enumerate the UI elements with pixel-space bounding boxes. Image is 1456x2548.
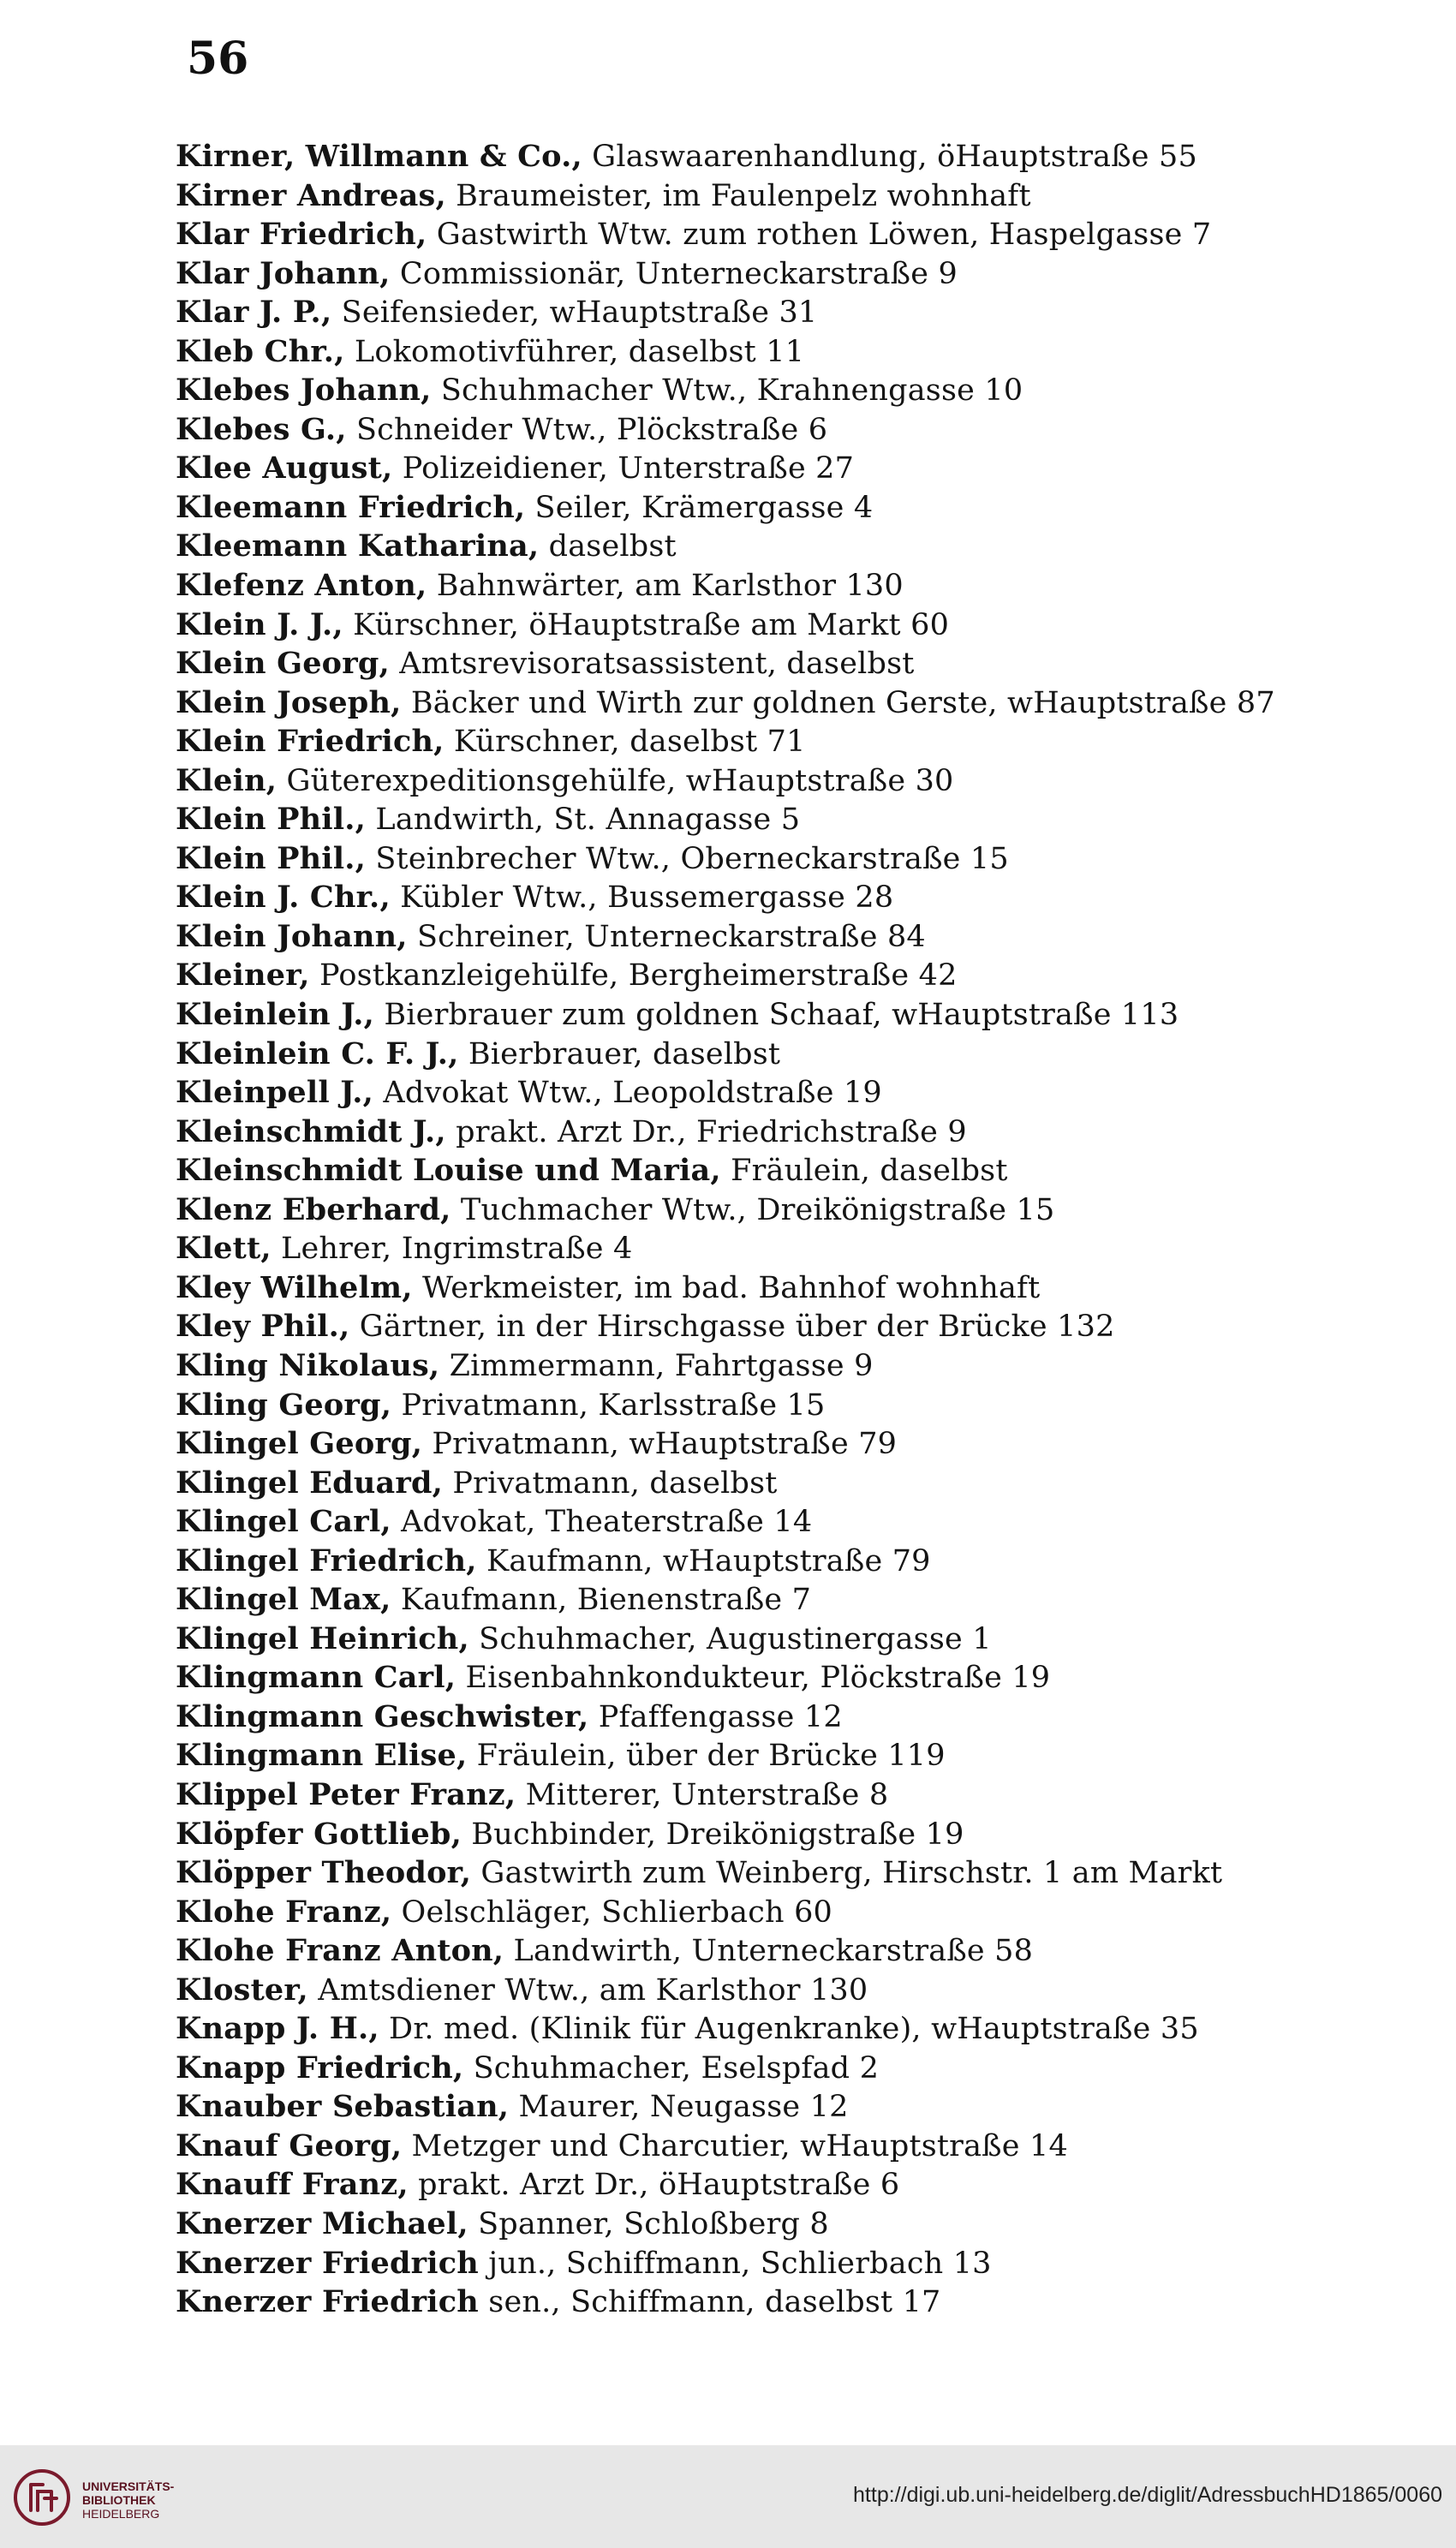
entry-name: Klenz Eberhard, [176, 1191, 451, 1227]
entry-details: Privatmann, daselbst [443, 1465, 778, 1501]
address-entry [176, 2244, 1426, 2283]
address-entry [176, 215, 1426, 254]
entry-details: prakt. Arzt Dr., öHauptstraße 6 [408, 2168, 900, 2203]
entry-details: jun., Schiffmann, Schlierbach 13 [478, 2246, 992, 2281]
entry-details: Polizeidiener, Unterstraße 27 [392, 451, 855, 486]
address-entry [176, 1971, 1426, 2010]
entry-details: Gastwirth Wtw. zum rothen Löwen, Haspelgasse 7 [427, 218, 1212, 253]
address-entry [176, 137, 1426, 176]
address-entry [176, 527, 1426, 566]
entry-name: Kirner Andreas, [176, 177, 446, 213]
entry-details: Landwirth, Unterneckarstraße 58 [504, 1934, 1034, 1969]
entry-details: Advokat, Theaterstraße 14 [391, 1505, 813, 1540]
address-entry [176, 839, 1426, 879]
address-entry [176, 332, 1426, 372]
entry-details: Advokat Wtw., Leopoldstraße 19 [373, 1076, 882, 1111]
address-entry [176, 1736, 1426, 1775]
entry-name: Klett, [176, 1231, 272, 1267]
entry-details: Dr. med. (Klinik für Augenkranke), wHauptstraße 35 [379, 2012, 1199, 2047]
entry-name: Klein Phil., [176, 840, 367, 876]
address-entry [176, 2282, 1426, 2322]
entry-details: Gastwirth zum Weinberg, Hirschstr. 1 am Markt [471, 1856, 1223, 1891]
entry-name: Kleinpell J., [176, 1075, 374, 1111]
entry-name: Klein J. Chr., [176, 880, 391, 916]
entry-details: Maurer, Neugasse 12 [509, 2090, 849, 2125]
entry-name: Klohe Franz, [176, 1894, 392, 1930]
address-entry [176, 1190, 1426, 1230]
entry-details: Schuhmacher, Eselspfad 2 [463, 2050, 880, 2086]
address-entry [176, 1464, 1426, 1503]
address-entry [176, 566, 1426, 606]
entry-details: Werkmeister, im bad. Bahnhof wohnhaft [412, 1270, 1041, 1305]
entry-name: Knerzer Friedrich [176, 2284, 479, 2320]
address-entry [176, 1151, 1426, 1190]
entry-details: Metzger und Charcutier, wHauptstraße 14 [402, 2128, 1068, 2163]
address-entry-list [176, 137, 1426, 2322]
entry-details: Bierbrauer, daselbst [458, 1036, 781, 1071]
address-entry [176, 1815, 1426, 1854]
entry-name: Klein Georg, [176, 646, 390, 682]
entry-details: Commissionär, Unterneckarstraße 9 [390, 256, 958, 291]
source-url-link[interactable]: http://digi.ub.uni-heidelberg.de/diglit/AdressbuchHD1865/0060 [853, 2483, 1442, 2507]
address-entry [176, 2127, 1426, 2166]
entry-details: Gärtner, in der Hirschgasse über der Brücke 132 [349, 1310, 1115, 1345]
entry-name: Kleinschmidt Louise und Maria, [176, 1153, 721, 1189]
entry-name: Klein Friedrich, [176, 724, 445, 760]
address-entry [176, 1658, 1426, 1698]
footer-bar [0, 2445, 1456, 2548]
entry-details: daselbst [539, 529, 677, 564]
entry-details: Fräulein, daselbst [720, 1154, 1008, 1189]
page-number: 56 [187, 33, 249, 85]
entry-name: Kling Georg, [176, 1387, 392, 1423]
address-entry [176, 606, 1426, 645]
address-entry [176, 1113, 1426, 1152]
entry-name: Klar Friedrich, [176, 217, 427, 253]
entry-name: Klohe Franz Anton, [176, 1933, 504, 1969]
address-entry [176, 410, 1426, 450]
address-entry [176, 1035, 1426, 1074]
entry-name: Kleinschmidt J., [176, 1113, 446, 1149]
entry-details: Mitterer, Unterstraße 8 [516, 1777, 889, 1812]
entry-details: Steinbrecher Wtw., Oberneckarstraße 15 [366, 841, 1009, 876]
entry-name: Knerzer Friedrich [176, 2245, 479, 2281]
address-entry [176, 488, 1426, 528]
entry-name: Klein Joseph, [176, 684, 402, 720]
entry-name: Knapp J. H., [176, 2011, 379, 2047]
address-entry [176, 1307, 1426, 1346]
entry-name: Klingel Max, [176, 1582, 391, 1618]
entry-name: Kleinlein J., [176, 997, 375, 1033]
entry-details: Bierbrauer zum goldnen Schaaf, wHauptstraße 113 [374, 998, 1179, 1033]
address-entry [176, 2009, 1426, 2049]
entry-details: Seiler, Krämergasse 4 [525, 490, 874, 525]
entry-details: Schuhmacher Wtw., Krahnengasse 10 [431, 373, 1023, 409]
entry-details: Kübler Wtw., Bussemergasse 28 [390, 880, 894, 916]
library-name [82, 2479, 174, 2521]
entry-name: Knauff Franz, [176, 2167, 409, 2203]
entry-details: Eisenbahnkondukteur, Plöckstraße 19 [456, 1661, 1051, 1696]
address-entry [176, 1346, 1426, 1386]
library-logo[interactable] [12, 2464, 183, 2533]
address-entry [176, 2049, 1426, 2088]
entry-name: Knauf Georg, [176, 2127, 403, 2163]
entry-name: Kleinlein C. F. J., [176, 1035, 459, 1071]
entry-name: Kleemann Friedrich, [176, 489, 526, 525]
entry-details: Bäcker und Wirth zur goldnen Gerste, wHauptstraße 87 [401, 685, 1275, 720]
address-entry [176, 800, 1426, 839]
entry-details: Seifensieder, wHauptstraße 31 [331, 295, 818, 331]
entry-name: Kloster, [176, 1972, 308, 2008]
entry-name: Kling Nikolaus, [176, 1347, 440, 1383]
logo-line-1: UNIVERSITÄTS- [82, 2479, 175, 2493]
entry-name: Klebes Johann, [176, 373, 432, 409]
entry-details: Amtsrevisoratsassistent, daselbst [389, 647, 915, 682]
logo-line-3: HEIDELBERG [82, 2507, 160, 2521]
address-entry [176, 683, 1426, 723]
address-entry [176, 722, 1426, 761]
address-entry [176, 2205, 1426, 2244]
entry-details: Oelschläger, Schlierbach 60 [391, 1895, 833, 1930]
entry-details: Landwirth, St. Annagasse 5 [366, 803, 801, 838]
entry-details: Kaufmann, wHauptstraße 79 [476, 1543, 931, 1578]
entry-details: Privatmann, Karlsstraße 15 [391, 1387, 826, 1423]
entry-details: Tuchmacher Wtw., Dreikönigstraße 15 [451, 1192, 1055, 1227]
address-entry [176, 761, 1426, 801]
entry-name: Klee August, [176, 451, 393, 486]
entry-name: Klöpfer Gottlieb, [176, 1816, 462, 1852]
address-entry [176, 1775, 1426, 1815]
entry-details: Bahnwärter, am Karlsthor 130 [427, 569, 904, 604]
entry-name: Kley Wilhelm, [176, 1269, 413, 1305]
entry-name: Klingmann Geschwister, [176, 1698, 589, 1734]
entry-name: Klingel Georg, [176, 1426, 423, 1462]
address-entry [176, 644, 1426, 683]
address-entry [176, 917, 1426, 957]
entry-name: Klippel Peter Franz, [176, 1776, 516, 1812]
address-entry [176, 1424, 1426, 1464]
entry-details: Zimmermann, Fahrtgasse 9 [439, 1348, 874, 1383]
entry-details: Schreiner, Unterneckarstraße 84 [407, 919, 926, 954]
entry-details: Pfaffengasse 12 [588, 1699, 843, 1734]
entry-name: Kley Phil., [176, 1309, 350, 1345]
address-entry [176, 1853, 1426, 1893]
address-entry [176, 878, 1426, 917]
entry-name: Klein, [176, 762, 277, 798]
entry-details: Kürschner, daselbst 71 [444, 725, 806, 760]
address-entry [176, 1386, 1426, 1425]
entry-name: Knapp Friedrich, [176, 2050, 464, 2086]
university-seal-icon [12, 2467, 72, 2527]
logo-line-2: BIBLIOTHEK [82, 2493, 156, 2507]
entry-name: Klar J. P., [176, 295, 332, 331]
entry-details: Glaswaarenhandlung, öHauptstraße 55 [582, 140, 1197, 174]
entry-name: Klein J. J., [176, 606, 343, 642]
entry-details: Schneider Wtw., Plöckstraße 6 [346, 412, 828, 447]
entry-name: Knerzer Michael, [176, 2205, 468, 2241]
entry-details: Fräulein, über der Brücke 119 [467, 1739, 946, 1774]
entry-details: Lokomotivführer, daselbst 11 [344, 334, 805, 369]
address-entry [176, 1698, 1426, 1737]
entry-name: Klein Phil., [176, 802, 367, 838]
entry-name: Klefenz Anton, [176, 568, 427, 604]
entry-name: Klein Johann, [176, 918, 408, 954]
address-entry [176, 1229, 1426, 1268]
entry-details: prakt. Arzt Dr., Friedrichstraße 9 [445, 1114, 967, 1149]
entry-name: Kleb Chr., [176, 333, 345, 369]
entry-details: Lehrer, Ingrimstraße 4 [271, 1232, 633, 1267]
entry-name: Klingel Carl, [176, 1504, 391, 1540]
address-entry [176, 1073, 1426, 1113]
entry-details: sen., Schiffmann, daselbst 17 [478, 2285, 941, 2320]
address-entry [176, 1502, 1426, 1542]
entry-details: Kaufmann, Bienenstraße 7 [391, 1583, 812, 1618]
address-entry [176, 2087, 1426, 2127]
address-entry [176, 1893, 1426, 1932]
address-entry [176, 293, 1426, 332]
entry-name: Klebes G., [176, 411, 347, 447]
entry-details: Buchbinder, Dreikönigstraße 19 [461, 1817, 964, 1852]
address-entry [176, 1620, 1426, 1659]
entry-details: Spanner, Schloßberg 8 [468, 2206, 829, 2241]
entry-name: Klingel Friedrich, [176, 1543, 477, 1578]
address-entry [176, 995, 1426, 1035]
address-entry [176, 1931, 1426, 1971]
entry-details: Amtsdiener Wtw., am Karlsthor 130 [307, 1972, 868, 2008]
entry-name: Klingel Heinrich, [176, 1620, 469, 1656]
entry-details: Schuhmacher, Augustinergasse 1 [468, 1621, 992, 1656]
address-entry [176, 956, 1426, 995]
entry-name: Kirner, Willmann & Co., [176, 139, 582, 174]
entry-name: Klar Johann, [176, 255, 391, 291]
entry-details: Privatmann, wHauptstraße 79 [422, 1427, 898, 1462]
entry-name: Klöpper Theodor, [176, 1855, 472, 1891]
entry-name: Klingmann Elise, [176, 1738, 468, 1774]
entry-name: Klingel Eduard, [176, 1465, 444, 1501]
address-entry [176, 1580, 1426, 1620]
entry-details: Postkanzleigehülfe, Bergheimerstraße 42 [309, 958, 958, 994]
address-entry [176, 449, 1426, 488]
address-entry [176, 1268, 1426, 1308]
entry-details: Braumeister, im Faulenpelz wohnhaft [445, 178, 1031, 213]
address-entry [176, 254, 1426, 294]
address-entry [176, 176, 1426, 216]
address-entry [176, 2165, 1426, 2205]
entry-name: Klingmann Carl, [176, 1660, 456, 1696]
entry-name: Knauber Sebastian, [176, 2089, 510, 2125]
address-entry [176, 371, 1426, 410]
entry-details: Kürschner, öHauptstraße am Markt 60 [343, 607, 950, 642]
address-entry [176, 1542, 1426, 1581]
entry-name: Kleemann Katharina, [176, 528, 540, 564]
entry-name: Kleiner, [176, 958, 310, 994]
entry-details: Güterexpeditionsgehülfe, wHauptstraße 30 [277, 763, 954, 798]
